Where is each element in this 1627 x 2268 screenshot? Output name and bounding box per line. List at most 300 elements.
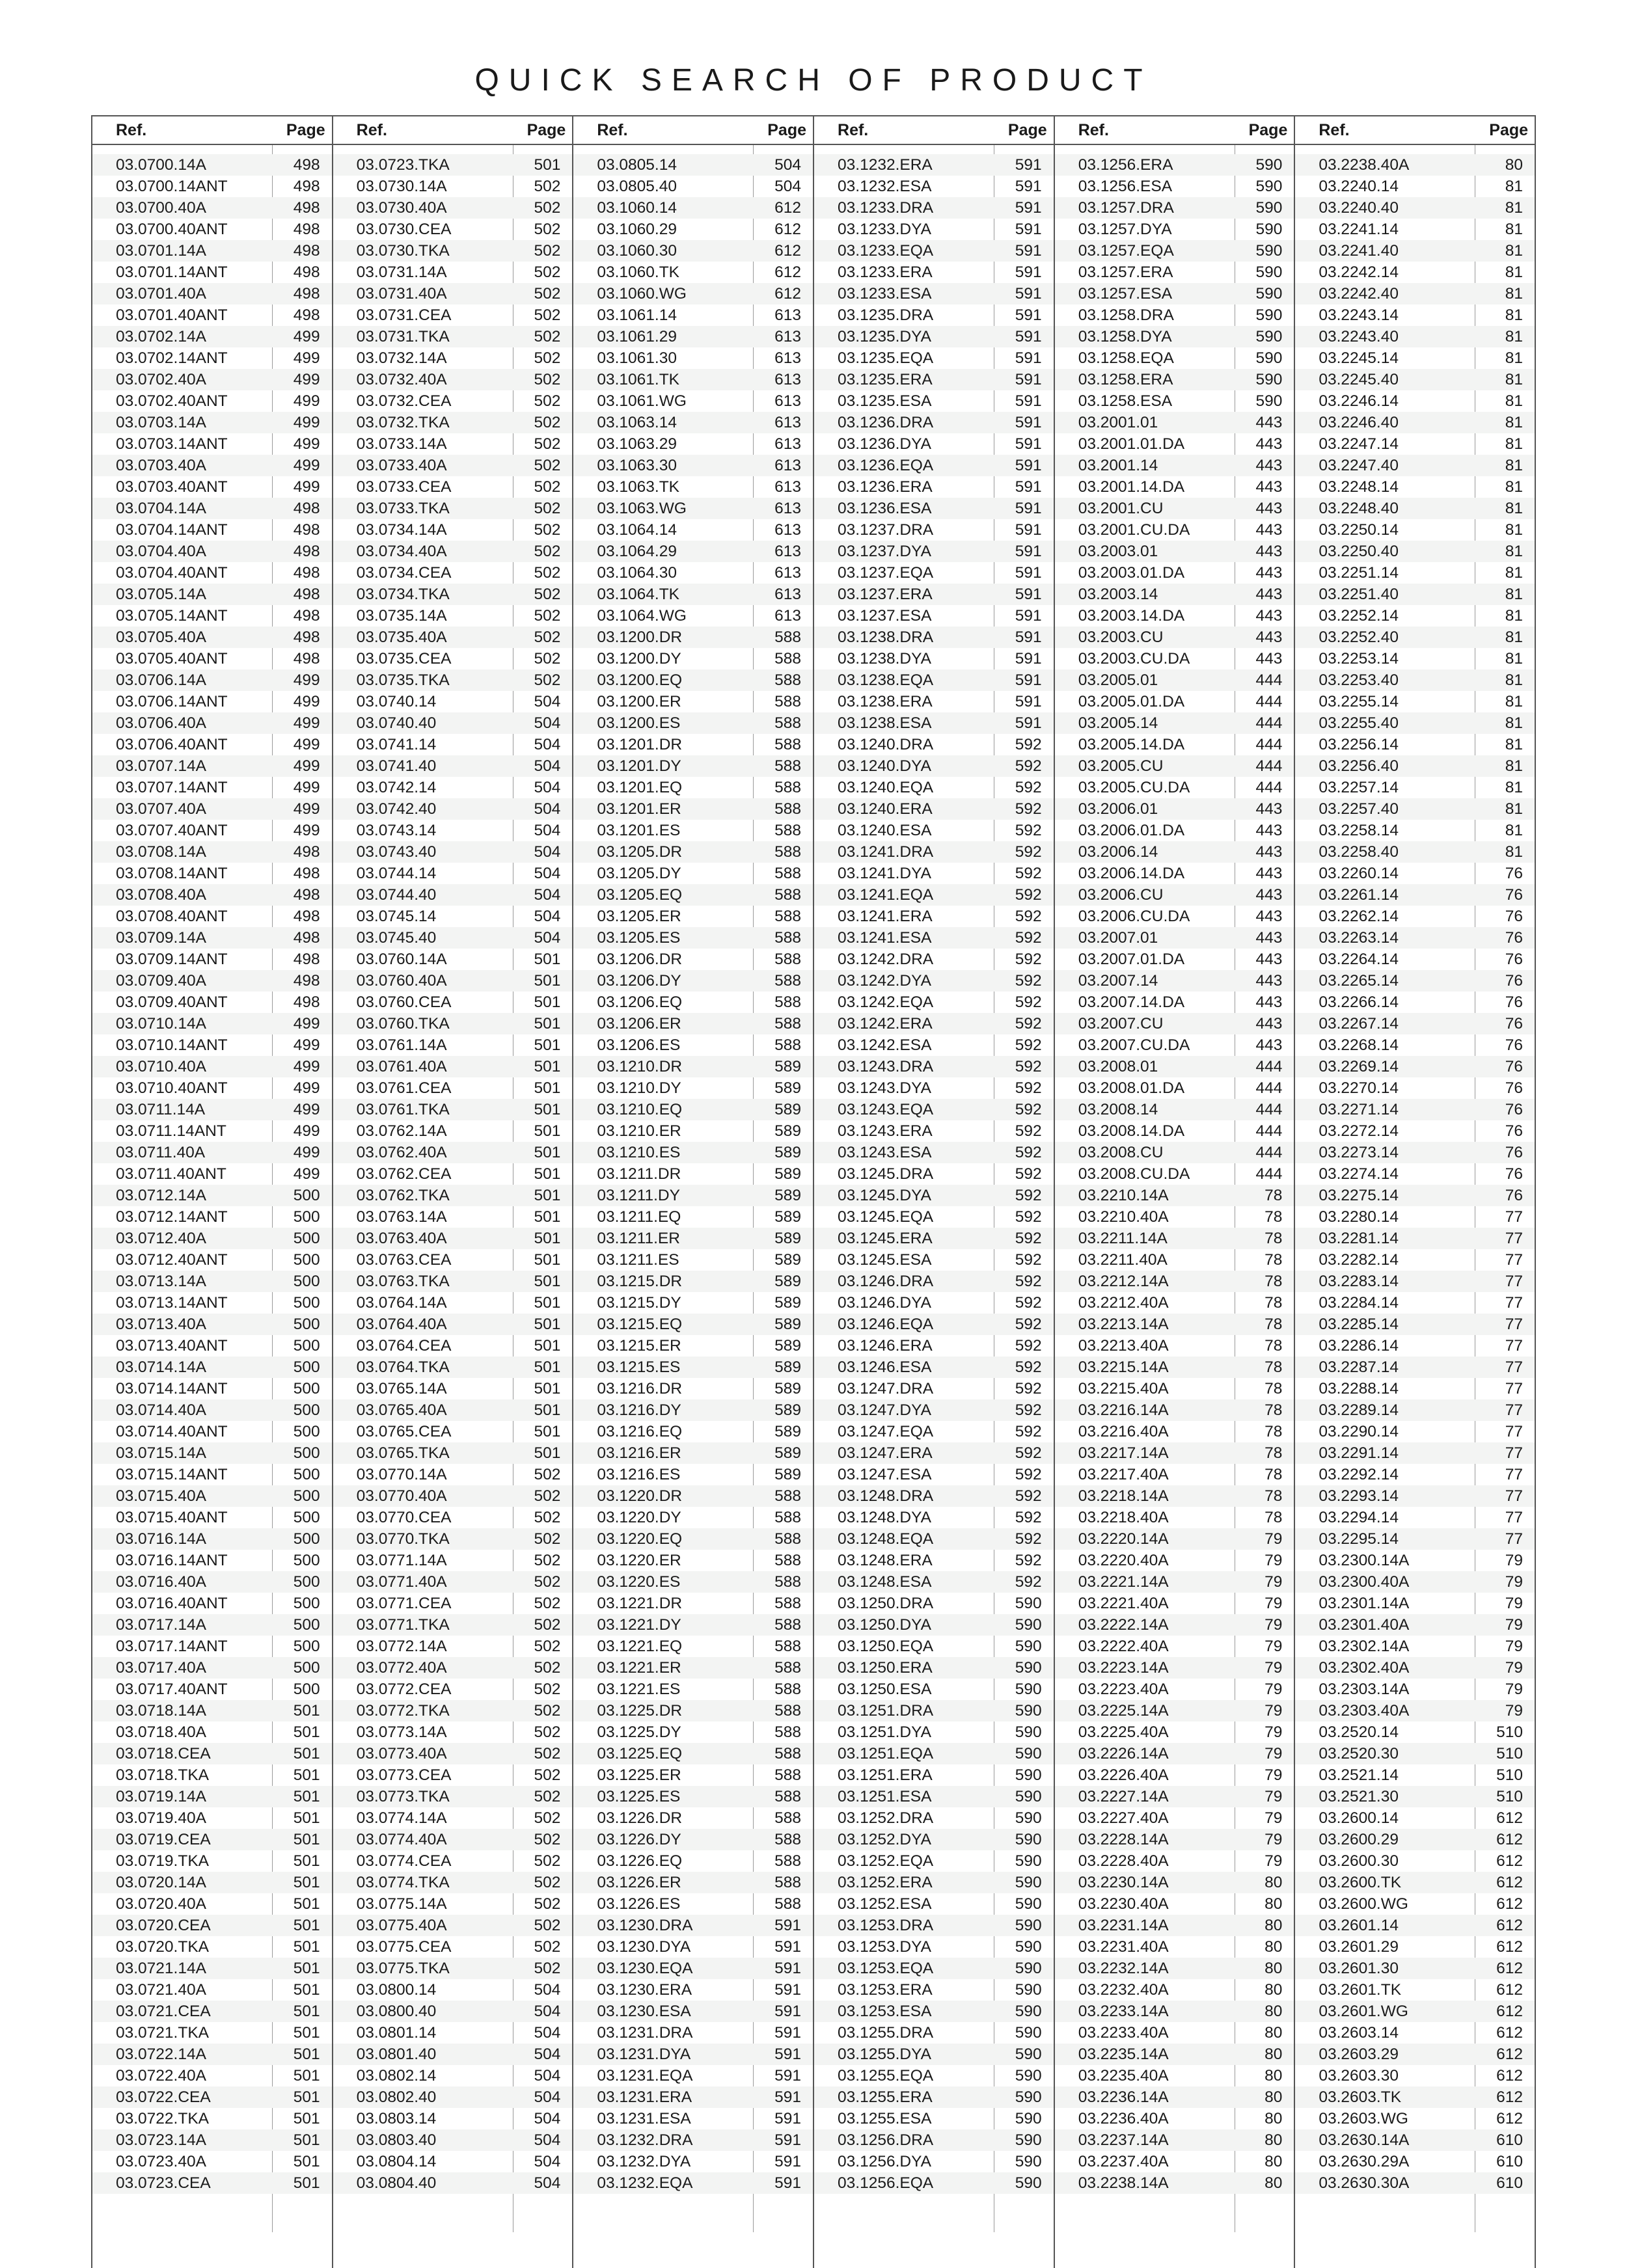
ref-code: 03.2007.CU.DA: [1078, 1036, 1190, 1054]
table-row: [92, 1764, 332, 1786]
page-number: 443: [1255, 886, 1283, 904]
page-number: 612: [774, 285, 802, 303]
table-row: [814, 1228, 1054, 1249]
table-row: [814, 1056, 1054, 1077]
page-number: 504: [534, 908, 561, 925]
ref-code: 03.1205.DY: [597, 865, 681, 882]
page-number: 502: [534, 263, 561, 281]
page-number: 592: [1015, 1530, 1042, 1548]
table-row: [1295, 712, 1535, 734]
ref-code: 03.1240.ESA: [838, 822, 932, 839]
ref-code: 03.2006.01.DA: [1078, 822, 1185, 839]
page-number: 591: [1015, 414, 1042, 431]
page-number: 589: [774, 1423, 802, 1440]
page-number: 504: [534, 714, 561, 732]
page-number: 590: [1255, 156, 1283, 174]
ref-code: 03.2005.CU.DA: [1078, 779, 1190, 796]
page-number: 588: [774, 671, 802, 689]
page-number: 590: [1015, 1659, 1042, 1677]
ref-code: 03.0741.14: [356, 736, 437, 753]
table-row: [573, 2044, 813, 2065]
table-row: [814, 1185, 1054, 1206]
ref-code: 03.1255.DYA: [838, 2045, 931, 2063]
table-row: [92, 283, 332, 304]
page-number: 79: [1265, 1530, 1283, 1548]
table-row: [1295, 176, 1535, 197]
table-row: [814, 1013, 1054, 1034]
ref-code: 03.0773.14A: [356, 1723, 447, 1741]
column-header: [1055, 116, 1294, 145]
table-row: [1055, 1700, 1294, 1721]
table-row: [814, 1743, 1054, 1764]
ref-code: 03.2281.14: [1319, 1230, 1399, 1247]
table-row: [573, 627, 813, 648]
ref-code: 03.1220.ER: [597, 1552, 681, 1569]
table-row: [1295, 584, 1535, 605]
page-number: 502: [534, 1573, 561, 1591]
page-header: Page: [1007, 121, 1047, 139]
ref-code: 03.1252.DRA: [838, 1809, 934, 1827]
ref-code: 03.0703.14ANT: [116, 435, 228, 453]
ref-code: 03.0719.14A: [116, 1788, 206, 1805]
table-row: [1295, 1872, 1535, 1893]
ref-code: 03.0720.TKA: [116, 1938, 210, 1956]
ref-code: 03.2630.29A: [1319, 2153, 1410, 2170]
page-number: 590: [1255, 306, 1283, 324]
page-number: 592: [1015, 929, 1042, 947]
page-number: 591: [774, 1917, 802, 1934]
table-row: [1295, 1507, 1535, 1528]
ref-code: 03.0760.14A: [356, 951, 447, 968]
page-number: 500: [293, 1230, 320, 1247]
ref-code: 03.2005.14: [1078, 714, 1158, 732]
page-number: 588: [774, 929, 802, 947]
table-row: [814, 2044, 1054, 2065]
page-number: 588: [774, 951, 802, 968]
ref-code: 03.1200.ES: [597, 714, 681, 732]
page-number: 81: [1505, 285, 1524, 303]
ref-code: 03.1258.ERA: [1078, 371, 1173, 388]
ref-code: 03.2003.14: [1078, 586, 1158, 603]
table-row: [1295, 1249, 1535, 1271]
page-number: 612: [774, 221, 802, 238]
ref-code: 03.1242.ERA: [838, 1015, 933, 1033]
table-row: [1055, 2129, 1294, 2151]
table-row: [814, 562, 1054, 584]
ref-code: 03.0744.40: [356, 886, 437, 904]
page-number: 498: [293, 993, 320, 1011]
ref-code: 03.1206.DY: [597, 972, 681, 990]
ref-code: 03.1063.29: [597, 435, 677, 453]
ref-code: 03.1232.EQA: [597, 2174, 693, 2192]
ref-code: 03.0717.40ANT: [116, 1681, 228, 1698]
page-number: 502: [534, 628, 561, 646]
table-row: [92, 734, 332, 755]
table-row: [92, 2065, 332, 2086]
page-number: 502: [534, 478, 561, 496]
page-number: 80: [1265, 2153, 1283, 2170]
ref-code: 03.2006.01: [1078, 800, 1158, 818]
table-row: [814, 691, 1054, 712]
table-row: [814, 1120, 1054, 1142]
ref-code: 03.1215.ER: [597, 1337, 681, 1355]
ref-code: 03.2222.14A: [1078, 1616, 1169, 1634]
page-number: 588: [774, 1809, 802, 1827]
page-number: 590: [1015, 1681, 1042, 1698]
page-number: 613: [774, 414, 802, 431]
ref-code: 03.0730.CEA: [356, 221, 452, 238]
ref-code: 03.2241.14: [1319, 221, 1399, 238]
ref-code: 03.0711.40A: [116, 1144, 206, 1161]
page-number: 80: [1265, 2003, 1283, 2020]
page-number: 590: [1255, 242, 1283, 260]
page-number: 77: [1505, 1530, 1524, 1548]
page-number: 592: [1015, 908, 1042, 925]
ref-code: 03.2269.14: [1319, 1058, 1399, 1075]
table-row: [1055, 1657, 1294, 1679]
page-number: 443: [1255, 929, 1283, 947]
table-row: [92, 949, 332, 970]
page-number: 591: [774, 2003, 802, 2020]
page-number: 590: [1015, 1938, 1042, 1956]
table-row: [92, 1700, 332, 1721]
page-number: 591: [774, 1938, 802, 1956]
ref-code: 03.0714.40ANT: [116, 1423, 228, 1440]
ref-code: 03.1248.ERA: [838, 1552, 933, 1569]
ref-code: 03.2603.30: [1319, 2067, 1399, 2085]
index-column-2: [332, 116, 573, 2268]
ref-code: 03.1216.DR: [597, 1380, 683, 1397]
page-number: 443: [1255, 650, 1283, 668]
page-number: 79: [1505, 1681, 1524, 1698]
page-number: 613: [774, 457, 802, 474]
page-number: 80: [1265, 2110, 1283, 2127]
page-number: 498: [293, 628, 320, 646]
table-row: [1055, 777, 1294, 798]
page-number: 504: [534, 693, 561, 710]
ref-code: 03.2238.14A: [1078, 2174, 1169, 2192]
page-number: 78: [1265, 1316, 1283, 1333]
table-row: [333, 1314, 573, 1335]
table-row: [92, 841, 332, 863]
ref-code: 03.0773.TKA: [356, 1788, 450, 1805]
table-row: [573, 669, 813, 691]
table-row: [814, 1206, 1054, 1228]
table-row: [92, 240, 332, 262]
table-row: [573, 304, 813, 326]
page-number: 81: [1505, 822, 1524, 839]
page-number: 591: [774, 2153, 802, 2170]
table-row: [333, 433, 573, 455]
ref-code: 03.1231.EQA: [597, 2067, 693, 2085]
page-number: 444: [1255, 757, 1283, 775]
ref-code: 03.0705.14A: [116, 586, 206, 603]
ref-code: 03.1253.EQA: [838, 1960, 934, 1977]
ref-code: 03.1241.DYA: [838, 865, 931, 882]
ref-code: 03.1258.DRA: [1078, 306, 1174, 324]
page-number: 443: [1255, 951, 1283, 968]
table-row: [1055, 1464, 1294, 1485]
table-row: [1055, 1442, 1294, 1464]
table-row: [1055, 1034, 1294, 1056]
row-list: [333, 154, 573, 2194]
table-row: [1055, 240, 1294, 262]
table-row: [92, 1893, 332, 1915]
ref-code: 03.2250.40: [1319, 543, 1399, 560]
page-number: 610: [1496, 2174, 1524, 2192]
table-row: [333, 1099, 573, 1120]
page-number: 589: [774, 1337, 802, 1355]
page-number: 500: [293, 1187, 320, 1204]
page-number: 589: [774, 1144, 802, 1161]
ref-code: 03.2003.01: [1078, 543, 1158, 560]
table-row: [1295, 2108, 1535, 2129]
page-number: 588: [774, 1788, 802, 1805]
table-row: [814, 1571, 1054, 1593]
ref-code: 03.2243.40: [1319, 328, 1399, 345]
table-row: [573, 777, 813, 798]
page-number: 498: [293, 156, 320, 174]
ref-code: 03.0804.40: [356, 2174, 437, 2192]
table-row: [1295, 2151, 1535, 2172]
page-number: 612: [1496, 1938, 1524, 1956]
ref-code: 03.2273.14: [1319, 1144, 1399, 1161]
table-row: [1055, 1249, 1294, 1271]
ref-code: 03.0719.TKA: [116, 1852, 210, 1870]
page-number: 498: [293, 650, 320, 668]
table-row: [1295, 2065, 1535, 2086]
page-number: 589: [774, 1208, 802, 1226]
ref-code: 03.1201.ER: [597, 800, 681, 818]
table-row: [1295, 262, 1535, 283]
ref-code: 03.2235.14A: [1078, 2045, 1169, 2063]
table-row: [1295, 2044, 1535, 2065]
table-row: [1055, 154, 1294, 176]
ref-code: 03.0732.40A: [356, 371, 447, 388]
table-row: [333, 283, 573, 304]
page-number: 591: [1015, 285, 1042, 303]
page-number: 500: [293, 1659, 320, 1677]
ref-code: 03.0721.40A: [116, 1981, 206, 1999]
page-number: 610: [1496, 2153, 1524, 2170]
ref-code: 03.2600.WG: [1319, 1895, 1408, 1913]
ref-code: 03.2003.CU.DA: [1078, 650, 1190, 668]
table-row: [333, 906, 573, 927]
ref-code: 03.0762.CEA: [356, 1165, 452, 1183]
page-number: 81: [1505, 521, 1524, 539]
table-row: [814, 176, 1054, 197]
ref-code: 03.1237.ERA: [838, 586, 933, 603]
ref-code: 03.0744.14: [356, 865, 437, 882]
page-number: 612: [1496, 1831, 1524, 1848]
ref-code: 03.0713.14A: [116, 1273, 206, 1290]
page-number: 592: [1015, 1187, 1042, 1204]
table-row: [573, 755, 813, 777]
ref-code: 03.1245.ERA: [838, 1230, 933, 1247]
ref-code: 03.2295.14: [1319, 1530, 1399, 1548]
page-number: 591: [1015, 242, 1042, 260]
table-row: [814, 262, 1054, 283]
ref-code: 03.2235.40A: [1078, 2067, 1169, 2085]
page-number: 591: [1015, 478, 1042, 496]
table-row: [573, 584, 813, 605]
ref-code: 03.2233.14A: [1078, 2003, 1169, 2020]
ref-code: 03.1250.DRA: [838, 1595, 934, 1612]
table-row: [333, 541, 573, 562]
ref-header: Ref.: [116, 121, 147, 139]
page-number: 590: [1015, 1616, 1042, 1634]
page-number: 79: [1265, 1595, 1283, 1612]
ref-code: 03.0733.14A: [356, 435, 447, 453]
ref-code: 03.2275.14: [1319, 1187, 1399, 1204]
page-number: 499: [293, 349, 320, 367]
page-number: 81: [1505, 564, 1524, 582]
ref-code: 03.1251.EQA: [838, 1745, 934, 1762]
page-number: 501: [534, 1401, 561, 1419]
table-row: [573, 1034, 813, 1056]
table-row: [814, 992, 1054, 1013]
ref-code: 03.1205.EQ: [597, 886, 683, 904]
ref-code: 03.1060.TK: [597, 263, 680, 281]
table-row: [1055, 326, 1294, 347]
page-number: 589: [774, 1101, 802, 1118]
ref-code: 03.2256.40: [1319, 757, 1399, 775]
page-title: QUICK SEARCH OF PRODUCT: [474, 63, 1153, 98]
page-number: 501: [293, 1702, 320, 1720]
ref-code: 03.1255.ESA: [838, 2110, 932, 2127]
ref-code: 03.0731.CEA: [356, 306, 452, 324]
ref-code: 03.1238.ERA: [838, 693, 933, 710]
ref-code: 03.0712.40ANT: [116, 1251, 228, 1269]
page-number: 81: [1505, 371, 1524, 388]
page-number: 502: [534, 178, 561, 195]
page-header: Page: [526, 121, 566, 139]
table-row: [573, 262, 813, 283]
page-number: 498: [293, 865, 320, 882]
ref-code: 03.0705.40A: [116, 628, 206, 646]
ref-code: 03.2520.14: [1319, 1723, 1399, 1741]
ref-code: 03.0720.40A: [116, 1895, 206, 1913]
ref-code: 03.2227.14A: [1078, 1788, 1169, 1805]
table-row: [814, 412, 1054, 433]
ref-code: 03.2236.14A: [1078, 2088, 1169, 2106]
ref-code: 03.1225.ES: [597, 1788, 681, 1805]
table-row: [814, 712, 1054, 734]
ref-code: 03.1201.EQ: [597, 779, 683, 796]
ref-code: 03.0733.TKA: [356, 500, 450, 517]
ref-code: 03.0709.40A: [116, 972, 206, 990]
ref-code: 03.1245.DRA: [838, 1165, 934, 1183]
page-number: 502: [534, 199, 561, 217]
table-row: [92, 2044, 332, 2065]
page-number: 591: [1015, 199, 1042, 217]
table-row: [814, 1850, 1054, 1872]
table-row: [1295, 841, 1535, 863]
table-row: [1055, 1120, 1294, 1142]
table-row: [573, 970, 813, 992]
page-number: 77: [1505, 1273, 1524, 1290]
ref-code: 03.1215.DR: [597, 1273, 683, 1290]
page-number: 500: [293, 1509, 320, 1526]
page-number: 588: [774, 1831, 802, 1848]
ref-code: 03.0704.40A: [116, 543, 206, 560]
ref-code: 03.1236.DRA: [838, 414, 934, 431]
ref-code: 03.0706.14A: [116, 671, 206, 689]
page-number: 81: [1505, 178, 1524, 195]
page-number: 501: [293, 1745, 320, 1762]
table-row: [573, 197, 813, 219]
table-row: [92, 1357, 332, 1378]
ref-code: 03.1255.EQA: [838, 2067, 934, 2085]
page-number: 589: [774, 1122, 802, 1140]
ref-code: 03.2211.14A: [1078, 1230, 1168, 1247]
page-number: 499: [293, 1122, 320, 1140]
ref-code: 03.1240.DRA: [838, 736, 934, 753]
ref-code: 03.0742.40: [356, 800, 437, 818]
ref-code: 03.2220.14A: [1078, 1530, 1169, 1548]
table-row: [814, 841, 1054, 863]
ref-code: 03.1233.DRA: [838, 199, 934, 217]
page-number: 590: [1015, 1723, 1042, 1741]
table-row: [573, 820, 813, 841]
table-row: [814, 1421, 1054, 1442]
table-row: [814, 820, 1054, 841]
ref-code: 03.1250.EQA: [838, 1638, 934, 1655]
table-row: [814, 304, 1054, 326]
page-number: 499: [293, 1036, 320, 1054]
ref-code: 03.1216.EQ: [597, 1423, 683, 1440]
ref-code: 03.1211.DY: [597, 1187, 680, 1204]
table-row: [573, 1120, 813, 1142]
page-number: 590: [1015, 1788, 1042, 1805]
table-row: [333, 412, 573, 433]
table-row: [333, 1249, 573, 1271]
page-number: 590: [1015, 1702, 1042, 1720]
ref-code: 03.2282.14: [1319, 1251, 1399, 1269]
table-row: [1295, 1099, 1535, 1120]
ref-header: Ref.: [1319, 121, 1350, 139]
table-row: [333, 2065, 573, 2086]
table-row: [333, 1764, 573, 1786]
table-row: [1055, 1228, 1294, 1249]
ref-code: 03.2006.CU.DA: [1078, 908, 1190, 925]
table-row: [814, 884, 1054, 906]
ref-code: 03.1063.30: [597, 457, 677, 474]
ref-code: 03.0763.14A: [356, 1208, 447, 1226]
ref-code: 03.1064.14: [597, 521, 677, 539]
page-header: Page: [1248, 121, 1288, 139]
table-row: [92, 1528, 332, 1550]
table-row: [1295, 1185, 1535, 1206]
table-row: [92, 1077, 332, 1099]
table-row: [573, 1206, 813, 1228]
table-row: [1055, 1421, 1294, 1442]
page-number: 79: [1505, 1659, 1524, 1677]
ref-code: 03.0700.14A: [116, 156, 206, 174]
page-number: 443: [1255, 586, 1283, 603]
ref-code: 03.0722.CEA: [116, 2088, 211, 2106]
page-number: 610: [1496, 2131, 1524, 2149]
table-row: [814, 1700, 1054, 1721]
page-number: 591: [1015, 435, 1042, 453]
ref-code: 03.0732.TKA: [356, 414, 450, 431]
ref-code: 03.0743.40: [356, 843, 437, 861]
table-row: [1055, 455, 1294, 476]
table-row: [1055, 1292, 1294, 1314]
ref-code: 03.1060.WG: [597, 285, 687, 303]
table-row: [92, 884, 332, 906]
page-number: 592: [1015, 886, 1042, 904]
